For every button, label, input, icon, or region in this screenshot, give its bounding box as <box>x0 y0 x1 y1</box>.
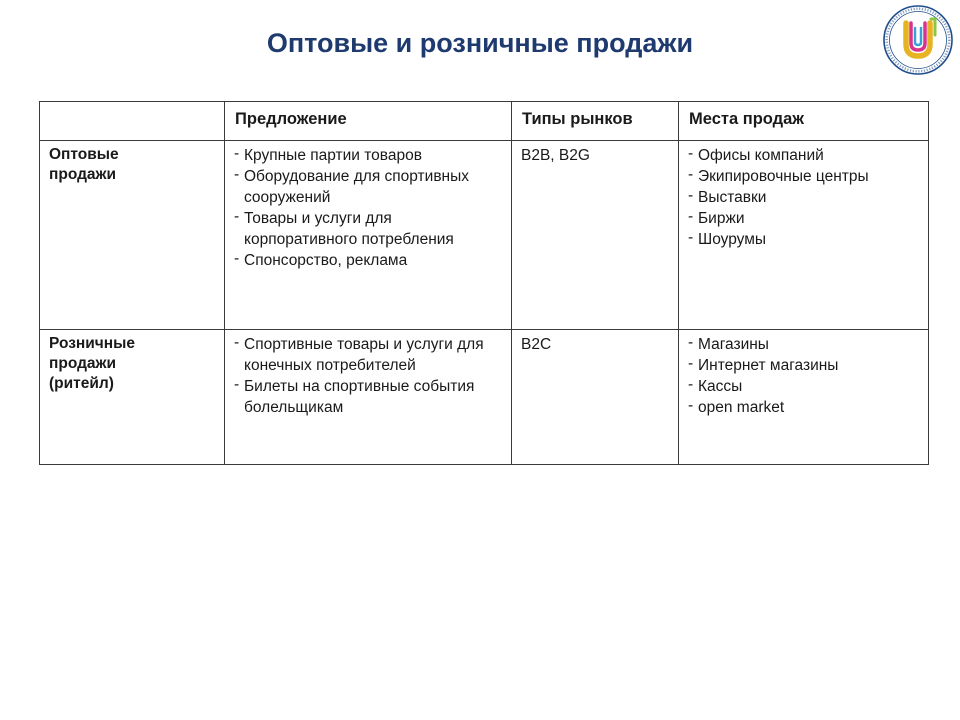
list-item: - Спонсорство, реклама <box>234 250 503 271</box>
offer-list <box>234 145 503 271</box>
offer-cell <box>225 330 512 465</box>
list-item: - Спортивные товары и услуги для конечных потребителей <box>234 334 503 376</box>
places-list <box>688 145 920 250</box>
header-empty-cell <box>40 102 225 141</box>
sales-comparison-table <box>39 101 929 465</box>
page-title: Оптовые и розничные продажи <box>266 28 694 58</box>
list-item: - Билеты на спортивные события болельщикам <box>234 376 503 418</box>
row-label-line: продажи <box>49 355 117 372</box>
header-offer: Предложение <box>225 102 512 141</box>
row-label-line: продажи <box>49 166 117 183</box>
market-types-cell: B2B, B2G <box>512 141 679 330</box>
places-cell <box>679 141 929 330</box>
university-emblem-icon <box>882 4 954 76</box>
market-types-cell: B2C <box>512 330 679 465</box>
list-item: - open market <box>688 397 920 418</box>
places-cell <box>679 330 929 465</box>
list-item: - Биржи <box>688 208 920 229</box>
table-row <box>40 141 929 330</box>
offer-list <box>234 334 503 418</box>
list-item: - Интернет магазины <box>688 355 920 376</box>
row-label-wholesale <box>40 141 225 330</box>
list-item: - Оборудование для спортивных сооружений <box>234 166 503 208</box>
row-label-retail <box>40 330 225 465</box>
list-item: - Шоурумы <box>688 229 920 250</box>
row-label-line: (ритейл) <box>49 375 114 392</box>
table-row <box>40 330 929 465</box>
row-label-line: Розничные <box>49 335 136 352</box>
list-item: - Экипировочные центры <box>688 166 920 187</box>
list-item: - Магазины <box>688 334 920 355</box>
header-market-types: Типы рынков <box>512 102 679 141</box>
list-item: - Крупные партии товаров <box>234 145 503 166</box>
row-label-line: Оптовые <box>49 146 119 163</box>
offer-cell <box>225 141 512 330</box>
list-item: - Кассы <box>688 376 920 397</box>
header-sales-places: Места продаж <box>679 102 929 141</box>
places-list <box>688 334 920 418</box>
list-item: - Офисы компаний <box>688 145 920 166</box>
list-item: - Товары и услуги для корпоративного потребления <box>234 208 503 250</box>
list-item: - Выставки <box>688 187 920 208</box>
table-header-row <box>40 102 929 141</box>
